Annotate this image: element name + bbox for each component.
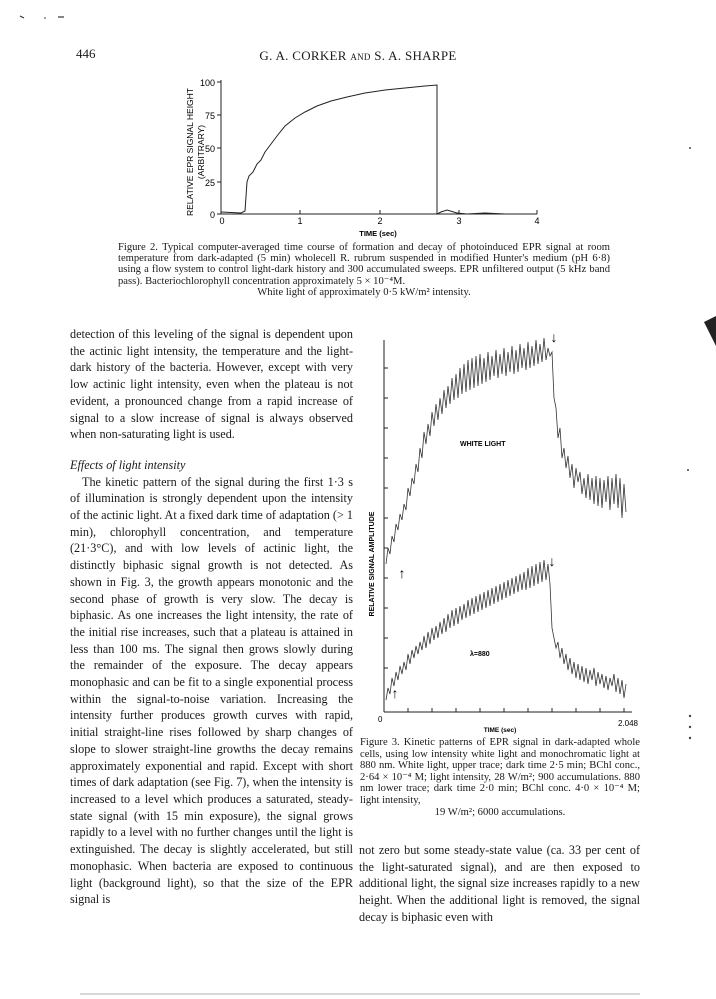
fig3-arrow-top-down: ↓ [550,329,558,345]
fig3-arrow-lower-down: ↓ [548,553,556,569]
fig2-ytick-100: 100 [199,78,215,88]
fig3-lower-label: λ=880 [470,651,490,658]
section-heading: Effects of light intensity [70,457,186,472]
fig3-arrow-lower-up: ↑ [391,685,399,701]
running-header: G. A. CORKER and S. A. SHARPE [259,48,457,63]
fig3-arrow-upper-up: ↑ [398,565,406,581]
left-para-2: The kinetic pattern of the signal during the first 1·3 s of illumination is strongly dependent upon the intensity of the actinic light. At a fixed dark time of adaptation (> 1 min), chlorophyll concentration, and temperature (21·3°C), and with low levels of actinic light, the distinctly biphasic signal growth is not detected. As shown in Fig. 3, the growth appears monotonic and the second phase of growth is very slow. The decay is biphasic. As one increases the light intensity, the rate of the initial rise increases, such that a plateau is attained in less than 100 ms. The signal then grows slowly during the remainder of the exposure. The decay appears monophasic and can be fit to a single exponential process within the signal-to-noise variation. Increasing the intensity further produces growth curves with rapid, initial straight-line rises followed by sharp changes of slope to slower straight-line growths the decay remains approximately exponential and rapid. Except with short times of dark adaptation (see Fig. 7), when the intensity is increased to a level which produces a saturated, steady-state signal (with 15 min exposure), the signal grows rapidly to a level with no further changes until the light is extinguished. The decay is slightly accelerated, but still monophasic. When bacteria are exposed to continuous light (background light), so that the size of the EPR signal is [70,474,353,907]
fig2-xtick-4: 4 [534,216,540,226]
figure2-caption-last: White light of approximately 0·5 kW/m² intensity. [257,286,471,298]
right-para: not zero but some steady-state value (ca. 33 per cent of the light-saturated signal), and are then exposed to additional light, the signal size increases rapidly to a new height. When the additional light is removed, the signal decay is biphasic even with [359,843,640,924]
figure3-caption-text: Figure 3. Kinetic patterns of EPR signal in dark-adapted whole cells, using low intensity white light and monochromatic light at 880 nm. White light, upper trace; dark time 2·5 min; BChl conc., 2·64 × 10⁻⁴ M; light intensity, 28 W/m²; 900 accumulations. 880 nm lower trace; dark time 2·0 min; BChl conc. 4·0 × 10⁻⁴ M; light intensity, [360,737,640,806]
figure3-caption-last: 19 W/m²; 6000 accumulations. [434,806,566,818]
fig2-ytick-75: 75 [204,111,215,121]
fig3-ylabel: RELATIVE SIGNAL AMPLITUDE [369,511,376,617]
fig2-xtick-0: 0 [219,216,225,226]
fig2-ytick-25: 25 [204,178,215,188]
fig2-xtick-1: 1 [297,216,303,226]
fig3-xend: 2.048 [617,719,639,728]
figure2-caption-text: Figure 2. Typical computer-averaged time course of formation and decay of photoinduced EPR signal at room temperature from dark-adapted (5 min) wholecell R. rubrum suspended in modified Hunter's medium (pH 6·8) using a flow system to control light-dark history and 300 accumulated sweeps. EPR unfiltered output (5 kHz band pass). Bacteriochlorophyll concentration approximately 5 × 10⁻⁴M. [118,242,610,287]
fig2-ytick-0: 0 [209,210,215,220]
fig2-ylabel-1: RELATIVE EPR SIGNAL HEIGHT [185,87,195,217]
fig3-upper-label: WHITE LIGHT [460,441,506,448]
left-para-1: detection of this leveling of the signal is dependent upon the actinic light intensity, the temperature and the light-dark history of the bacteria. However, except with very low actinic light intensity, even when the plateau is not evident, a pronounced change from a rapid increase of signal to a slow increase of signal is always observed when non-saturating light is used. [70,327,353,442]
fig2-xlabel: TIME (sec) [359,229,397,238]
fig2-ytick-50: 50 [204,144,215,154]
fig2-xtick-3: 3 [456,216,462,226]
fig3-xlabel: TIME (sec) [483,727,517,734]
fig3-xstart: 0 [378,715,383,724]
fig2-ylabel-2: (ARBITRARY) [196,124,206,180]
page-number: 446 [76,46,96,61]
fig2-xtick-2: 2 [377,216,383,226]
